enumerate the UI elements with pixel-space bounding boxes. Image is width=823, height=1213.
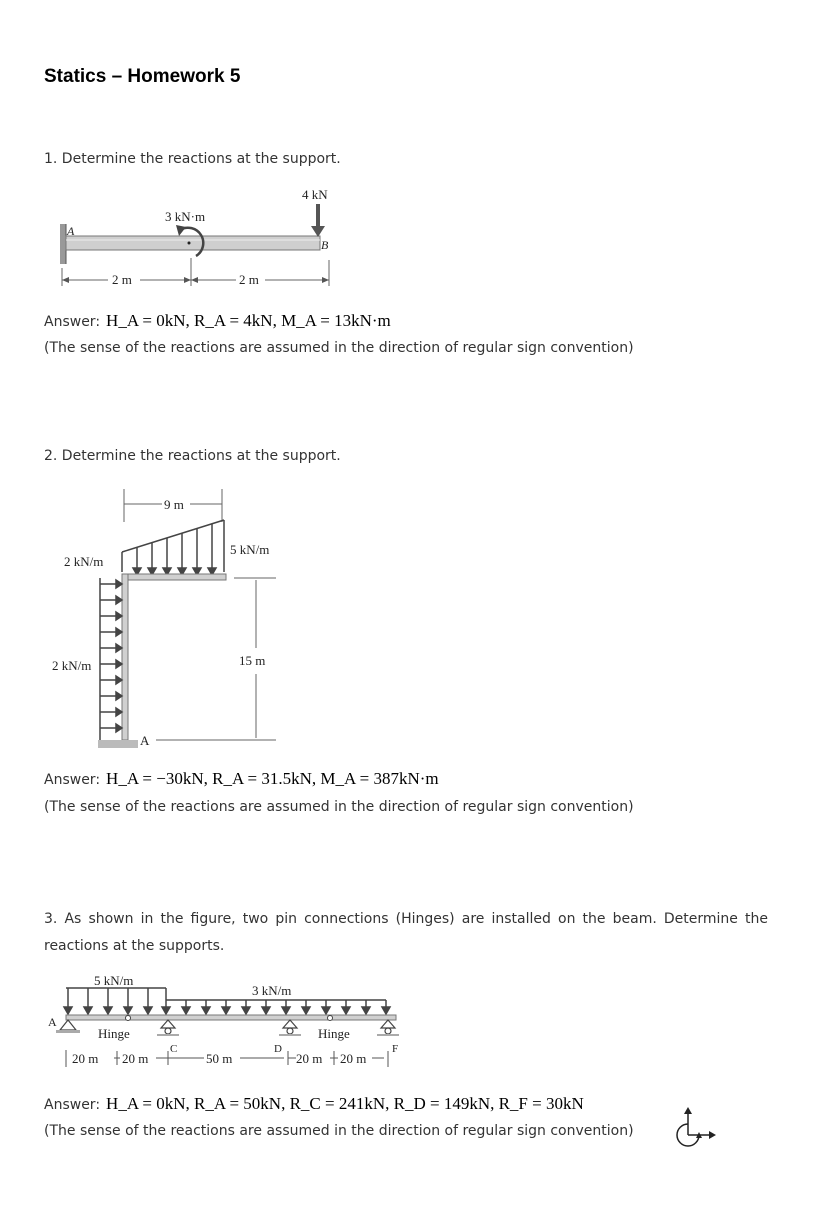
answer-label: Answer: xyxy=(44,1097,101,1113)
dim-3: 50 m xyxy=(206,1051,233,1066)
dim-5: 20 m xyxy=(340,1051,367,1066)
load-1-arrows xyxy=(64,988,170,1014)
load-2-label: 3 kN/m xyxy=(252,983,292,998)
support-d-icon xyxy=(283,1020,297,1034)
beam xyxy=(66,1015,396,1020)
label-a: A xyxy=(48,1015,57,1029)
load-column-label: 2 kN/m xyxy=(52,658,92,673)
problem-1-note: (The sense of the reactions are assumed in the direction of regular sign convention) xyxy=(44,340,634,356)
load-2-arrows xyxy=(182,1000,390,1014)
support-a-icon xyxy=(60,1020,76,1030)
problem-1-question: 1. Determine the reactions at the support. xyxy=(44,151,341,167)
coordinate-axes-icon xyxy=(672,1105,720,1153)
load-right-top-label: 5 kN/m xyxy=(230,542,270,557)
problem-2-figure xyxy=(44,484,294,754)
hinge-1-label: Hinge xyxy=(98,1026,130,1041)
answer-label: Answer: xyxy=(44,772,101,788)
dim-1: 2 m xyxy=(112,272,132,287)
problem-3-question: 3. As shown in the figure, two pin connections (Hinges) are installed on the beam. Determine the reactions at the supports. xyxy=(44,911,768,954)
page-title: Statics – Homework 5 xyxy=(44,66,241,87)
height-label: 15 m xyxy=(239,653,266,668)
label-f: F xyxy=(392,1043,399,1055)
answer-label: Answer: xyxy=(44,314,101,330)
dim-2: 20 m xyxy=(122,1051,149,1066)
problem-1-figure xyxy=(50,180,350,295)
hinge-1-icon xyxy=(126,1016,131,1021)
top-load-arrows xyxy=(133,520,224,575)
answer-equation: H_A = −30kN, R_A = 31.5kN, M_A = 387kN·m xyxy=(106,769,439,788)
column-load-arrows xyxy=(100,580,122,732)
support-f-icon xyxy=(381,1020,395,1034)
label-b: B xyxy=(321,238,329,252)
force-arrow-icon xyxy=(311,226,325,237)
fixed-support xyxy=(60,224,66,264)
frame-column xyxy=(122,574,128,740)
problem-2-note: (The sense of the reactions are assumed in the direction of regular sign convention) xyxy=(44,799,634,815)
answer-equation: H_A = 0kN, R_A = 4kN, M_A = 13kN·m xyxy=(106,311,391,330)
moment-label: 3 kN·m xyxy=(165,209,206,224)
problem-3-figure xyxy=(44,970,414,1070)
problem-1-answer xyxy=(44,311,391,331)
label-c: C xyxy=(170,1043,178,1055)
problem-3-answer xyxy=(44,1094,584,1114)
ground-support xyxy=(98,740,138,748)
hinge-2-label: Hinge xyxy=(318,1026,350,1041)
span-label: 9 m xyxy=(164,497,184,512)
problem-3-note: (The sense of the reactions are assumed in the direction of regular sign convention) xyxy=(44,1123,634,1139)
dim-4: 20 m xyxy=(296,1051,323,1066)
problem-2-question: 2. Determine the reactions at the support. xyxy=(44,448,341,464)
dim-2: 2 m xyxy=(239,272,259,287)
hinge-2-icon xyxy=(328,1016,333,1021)
problem-2-answer xyxy=(44,769,439,789)
support-c-icon xyxy=(161,1020,175,1034)
beam xyxy=(66,236,320,250)
dim-1: 20 m xyxy=(72,1051,99,1066)
answer-equation: H_A = 0kN, R_A = 50kN, R_C = 241kN, R_D = 149kN, R_F = 30kN xyxy=(106,1094,584,1113)
frame-top-member xyxy=(122,574,226,580)
label-d: D xyxy=(274,1043,282,1055)
force-label: 4 kN xyxy=(302,187,328,202)
label-a: A xyxy=(140,733,150,748)
load-left-top-label: 2 kN/m xyxy=(64,554,104,569)
label-a: A xyxy=(67,224,75,238)
load-1-label: 5 kN/m xyxy=(94,973,134,988)
